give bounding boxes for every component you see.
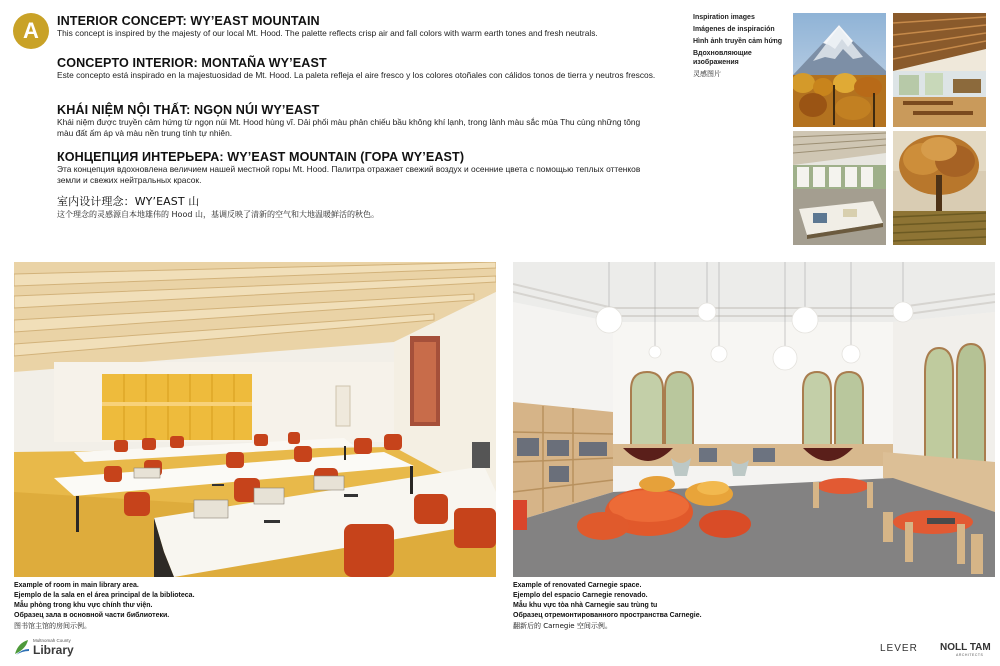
inspiration-label: Hình ảnh truyền cảm hứng <box>693 38 783 45</box>
lever-logo: LEVER <box>880 643 918 654</box>
inspiration-image-reading-room <box>793 131 886 245</box>
caption-line: Example of renovated Carnegie space. <box>513 582 642 589</box>
caption-line: Образец отремонтированного пространства Carnegie. <box>513 612 702 619</box>
concept-title-zh: 室内设计理念：WY’EAST 山 <box>57 195 200 208</box>
noll-tam-subtitle: ARCHITECTS <box>956 653 984 657</box>
inspiration-label: Вдохновляющие <box>693 50 752 57</box>
caption-main-library <box>14 581 496 631</box>
inspiration-image-library-ceiling <box>893 13 986 127</box>
concept-body-en: This concept is inspired by the majesty of our local Mt. Hood. The palette reflects crisp air and fall colors with warm earth tones and fresh neutrals. <box>57 28 598 38</box>
concept-body-ru: Эта концепция вдохновлена величием нашей местной горы Mt. Hood. Палитра отражает свежий воздух и осенние цвета с помощью теплых оттенков земли и свежих нейтральных красок. <box>57 164 641 185</box>
logo-big-text: Library <box>33 643 74 657</box>
render-carnegie-space <box>513 262 995 577</box>
concept-zh <box>57 195 379 220</box>
inspiration-image-mountain <box>793 13 886 127</box>
concept-title-en: INTERIOR CONCEPT: WY’EAST MOUNTAIN <box>57 14 320 28</box>
render-main-library-room <box>14 262 496 577</box>
concept-title-es: CONCEPTO INTERIOR: MONTAÑA WY’EAST <box>57 56 327 70</box>
concept-ru <box>57 150 657 186</box>
concept-vi <box>57 103 657 139</box>
caption-line: Ejemplo de la sala en el área principal de la biblioteca. <box>14 592 195 599</box>
caption-line: Mẫu khu vực tòa nhà Carnegie sau trùng tu <box>513 602 658 609</box>
inspiration-label: Inspiration images <box>693 14 755 21</box>
caption-line: Образец зала в основной части библиотеки. <box>14 612 170 619</box>
inspiration-label: изображения <box>693 59 739 66</box>
section-badge: A <box>13 13 49 49</box>
concept-es <box>57 56 655 81</box>
caption-line: Ejemplo del espacio Carnegie renovado. <box>513 592 648 599</box>
multnomah-county-library-logo <box>14 638 74 656</box>
caption-line: 图书馆主馆的房间示例。 <box>14 622 91 630</box>
concept-en <box>57 14 598 39</box>
concept-body-vi: Khái niệm được truyền cảm hứng từ ngọn núi Mt. Hood hùng vĩ. Dải phối màu phản chiếu bầu không khí lạnh, trong lành màu sắc mùa Thu cùng những tông màu đất ấm áp và màu nền trung tính tự nhiên. <box>57 117 641 138</box>
logo-small-text: Multnomah County <box>33 638 71 643</box>
caption-carnegie <box>513 581 995 631</box>
inspiration-label: Imágenes de inspiración <box>693 26 775 33</box>
inspiration-labels <box>693 13 789 79</box>
inspiration-image-autumn-tree <box>893 131 986 245</box>
leaf-book-icon <box>14 639 30 656</box>
caption-line: Example of room in main library area. <box>14 582 139 589</box>
noll-tam-logo: NOLL TAM <box>940 642 991 653</box>
inspiration-label: 灵感图片 <box>693 70 721 78</box>
caption-line: Mẫu phòng trong khu vực chính thư viện. <box>14 602 153 609</box>
concept-body-es: Este concepto está inspirado en la majestuosidad de Mt. Hood. La paleta refleja el aire fresco y los colores otoñales con cálidos tonos de tierra y neutros frescos. <box>57 70 656 80</box>
concept-title-ru: КОНЦЕПЦИЯ ИНТЕРЬЕРА: WY’EAST MOUNTAIN (ГОРА WY’EAST) <box>57 150 465 164</box>
concept-body-zh: 这个理念的灵感源自本地雄伟的 Hood 山，基调反映了清新的空气和大地温暖鲜活的秋色。 <box>57 210 379 219</box>
concept-title-vi: KHÁI NIỆM NỘI THẤT: NGỌN NÚI WY’EAST <box>57 103 320 117</box>
caption-line: 翻新后的 Carnegie 空间示例。 <box>513 622 612 630</box>
